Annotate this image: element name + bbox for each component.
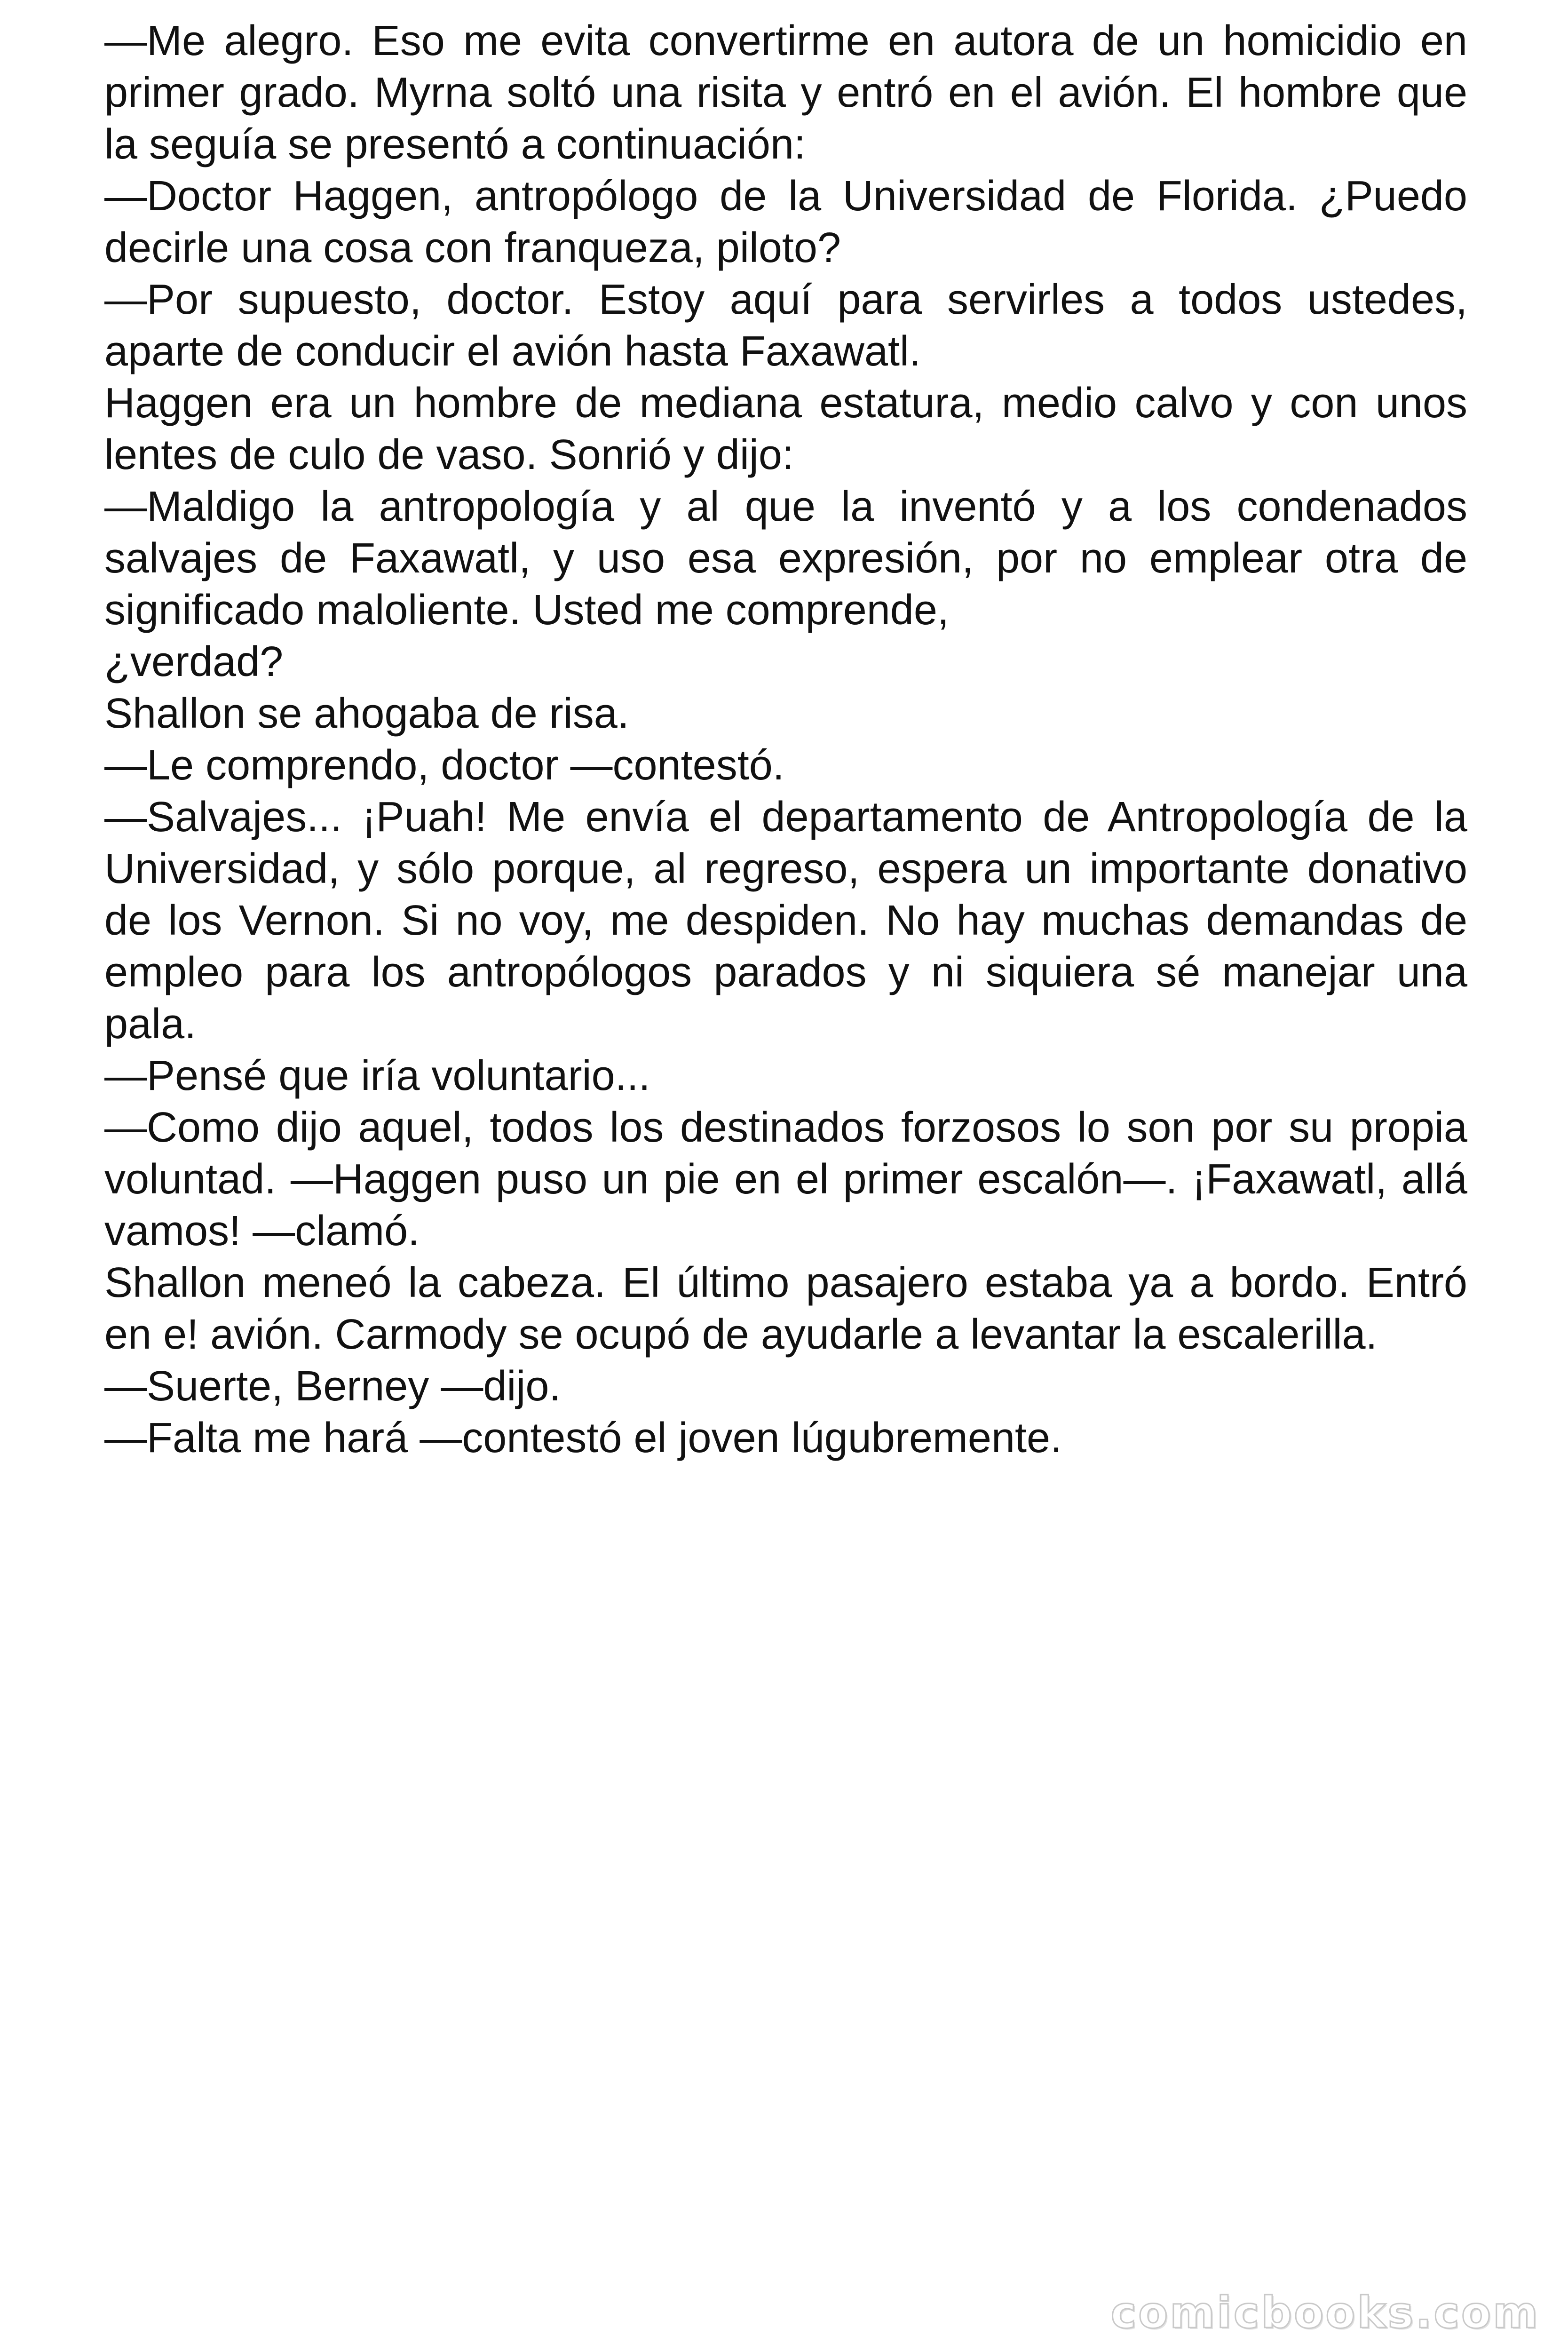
watermark: comicbooks.com <box>1110 2288 1540 2338</box>
paragraph: —Suerte, Berney —dijo. <box>104 1363 561 1410</box>
body-text <box>104 15 1467 1464</box>
paragraph: —Salvajes... ¡Puah! Me envía el departamento de Antropología de la Universidad, y sólo porque, al regreso, espera un importante donativo de los Vernon. Si no voy, me despiden. No hay muchas demandas de empleo para los antropólogos parados y ni siquiera sé manejar una pala. <box>104 794 1467 1048</box>
paragraph: Shallon meneó la cabeza. El último pasajero estaba ya a bordo. Entró en e! avión. Carmody se ocupó de ayudarle a levantar la escalerilla. <box>104 1259 1467 1358</box>
paragraph: —Maldigo la antropología y al que la inventó y a los condenados salvajes de Faxawatl, y uso esa expresión, por no emplear otra de significado maloliente. Usted me comprende, <box>104 483 1467 634</box>
paragraph: —Falta me hará —contestó el joven lúgubremente. <box>104 1414 1062 1462</box>
paragraph: —Doctor Haggen, antropólogo de la Universidad de Florida. ¿Puedo decirle una cosa con franqueza, piloto? <box>104 173 1467 271</box>
paragraph: —Por supuesto, doctor. Estoy aquí para servirles a todos ustedes, aparte de conducir el avión hasta Faxawatl. <box>104 276 1467 375</box>
paragraph: —Pensé que iría voluntario... <box>104 1052 650 1099</box>
paragraph: Shallon se ahogaba de risa. <box>104 690 629 737</box>
paragraph: —Le comprendo, doctor —contestó. <box>104 742 784 789</box>
paragraph: Haggen era un hombre de mediana estatura, medio calvo y con unos lentes de culo de vaso. Sonrió y dijo: <box>104 380 1467 478</box>
paragraph: —Como dijo aquel, todos los destinados forzosos lo son por su propia voluntad. —Haggen puso un pie en el primer escalón—. ¡Faxawatl, allá vamos! —clamó. <box>104 1104 1467 1255</box>
paragraph: —Me alegro. Eso me evita convertirme en autora de un homicidio en primer grado. Myrna soltó una risita y entró en el avión. El hombre que la seguía se presentó a continuación: <box>104 17 1467 168</box>
paragraph: ¿verdad? <box>104 638 284 685</box>
